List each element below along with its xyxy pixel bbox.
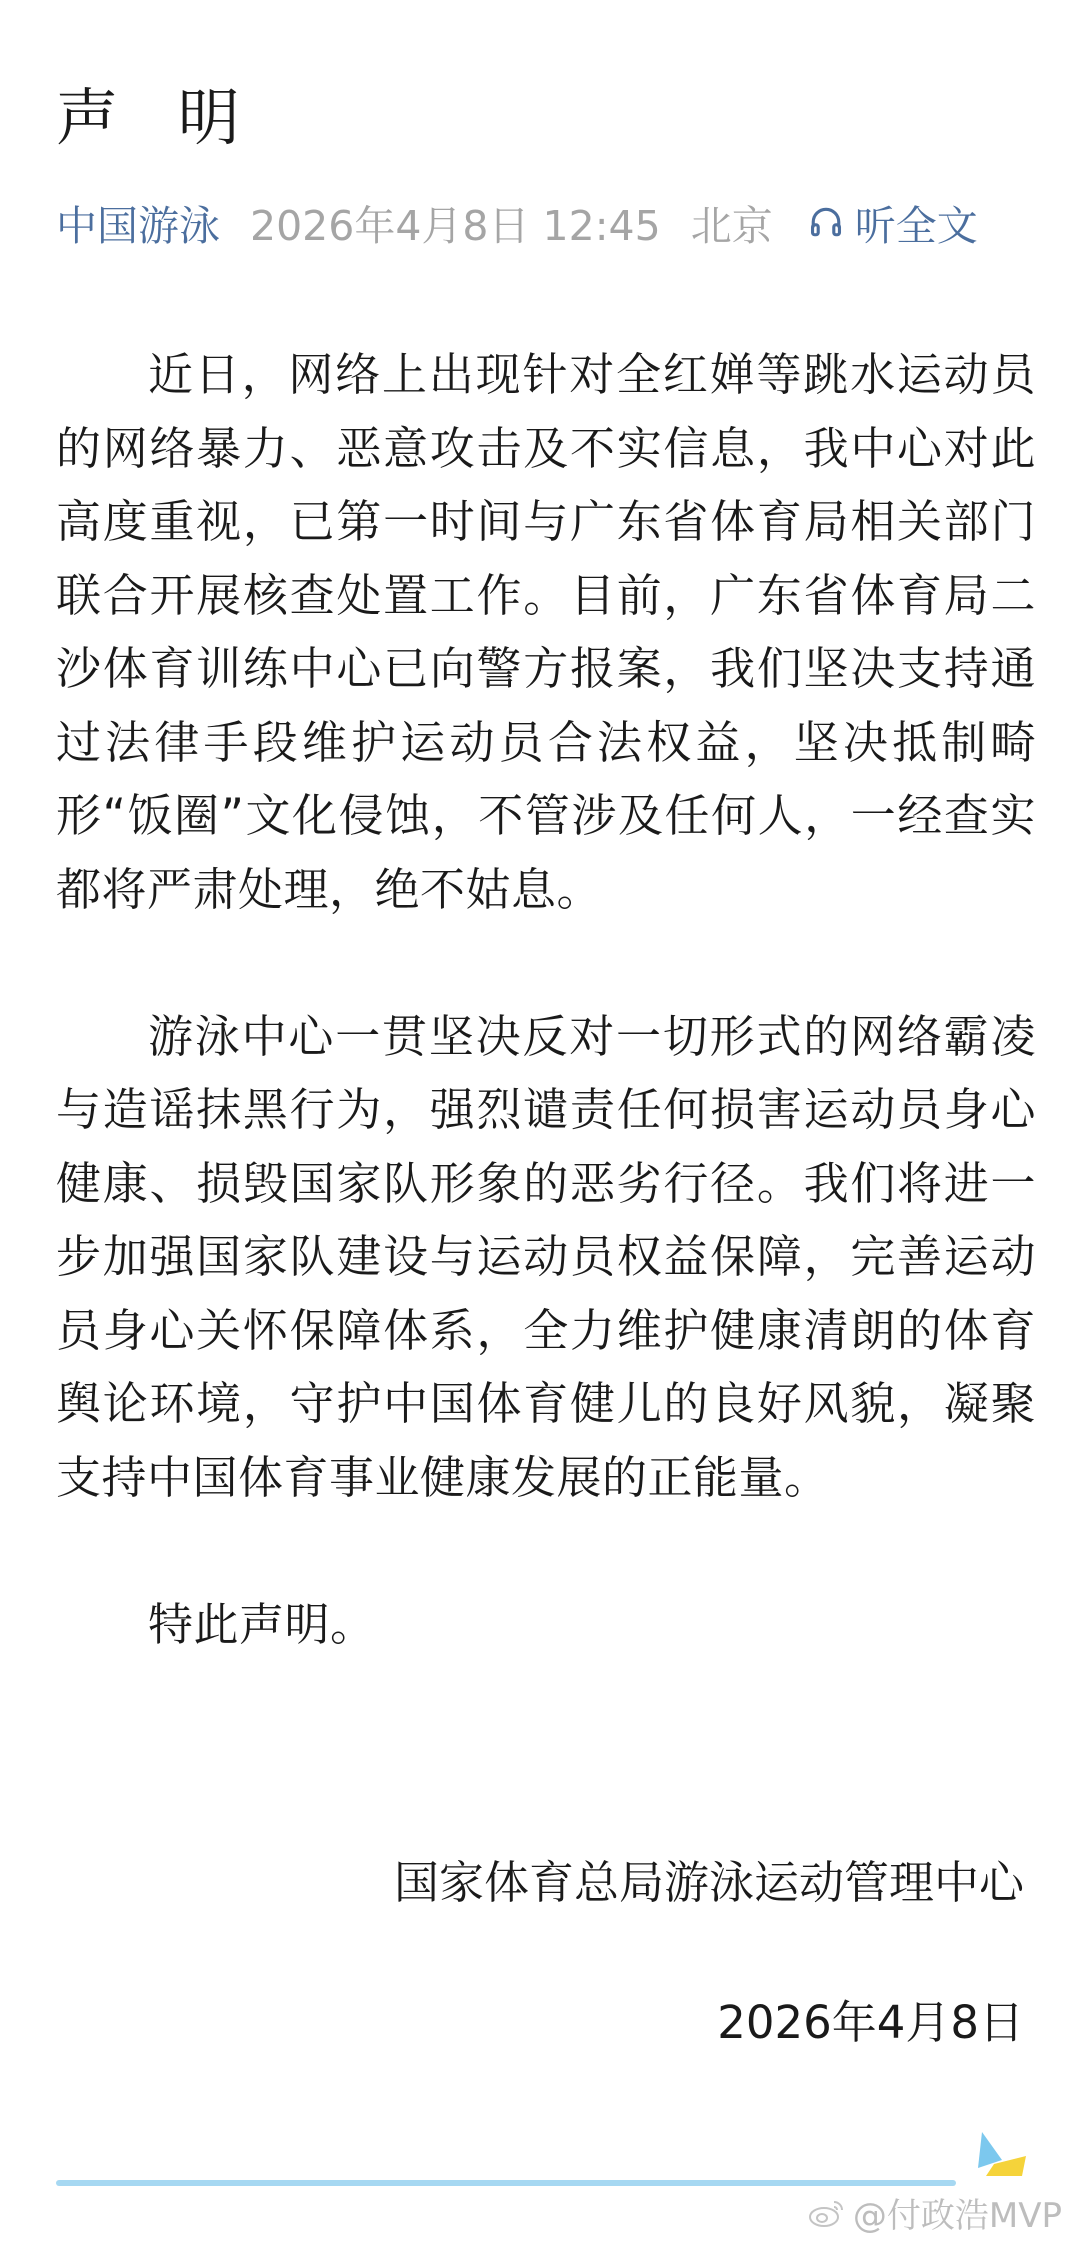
paragraph: 近日，网络上出现针对全红婵等跳水运动员的网络暴力、恶意攻击及不实信息，我中心对此高度重视，已第一时间与广东省体育局相关部门联合开展核查处置工作。目前，广东省体育局二沙体育训练中心已向警方报案，我们坚决支持通过法律手段维护运动员合法权益，坚决抵制畸形“饭圈”文化侵蚀，不管涉及任何人，一经查实都将严肃处理，绝不姑息。 [56,348,1036,916]
meta-bar [56,192,978,252]
listen-label: 听全文 [854,201,978,250]
headphones-icon [809,205,843,239]
signature-date: 2026年4月8日 [717,1996,1024,2049]
paragraph: 游泳中心一贯坚决反对一切形式的网络霸凌与造谣抹黑行为，强烈谴责任何损害运动员身心健康、损毁国家队形象的恶劣行径。我们将进一步加强国家队建设与运动员权益保障，完善运动员身心关怀保障体系，全力维护健康清朗的体育舆论环境，守护中国体育健儿的良好风貌，凝聚支持中国体育事业健康发展的正能量。 [56,1009,1036,1504]
page-title: 声 明 [56,81,260,154]
watermark [807,2188,1062,2237]
publish-date: 2026年4月8日 12:45 [250,201,661,250]
bottom-divider [56,2180,956,2186]
paragraph: 特此声明。 [148,1597,376,1651]
corner-logo-icon [972,2130,1032,2180]
signature-organization: 国家体育总局游泳运动管理中心 [393,1856,1024,1909]
weibo-icon [807,2197,847,2229]
source-link[interactable]: 中国游泳 [56,201,220,250]
statement-body [56,338,1036,1735]
publish-location: 北京 [690,201,773,250]
watermark-text: @付政浩MVP [852,2196,1062,2236]
listen-button[interactable] [809,193,978,252]
